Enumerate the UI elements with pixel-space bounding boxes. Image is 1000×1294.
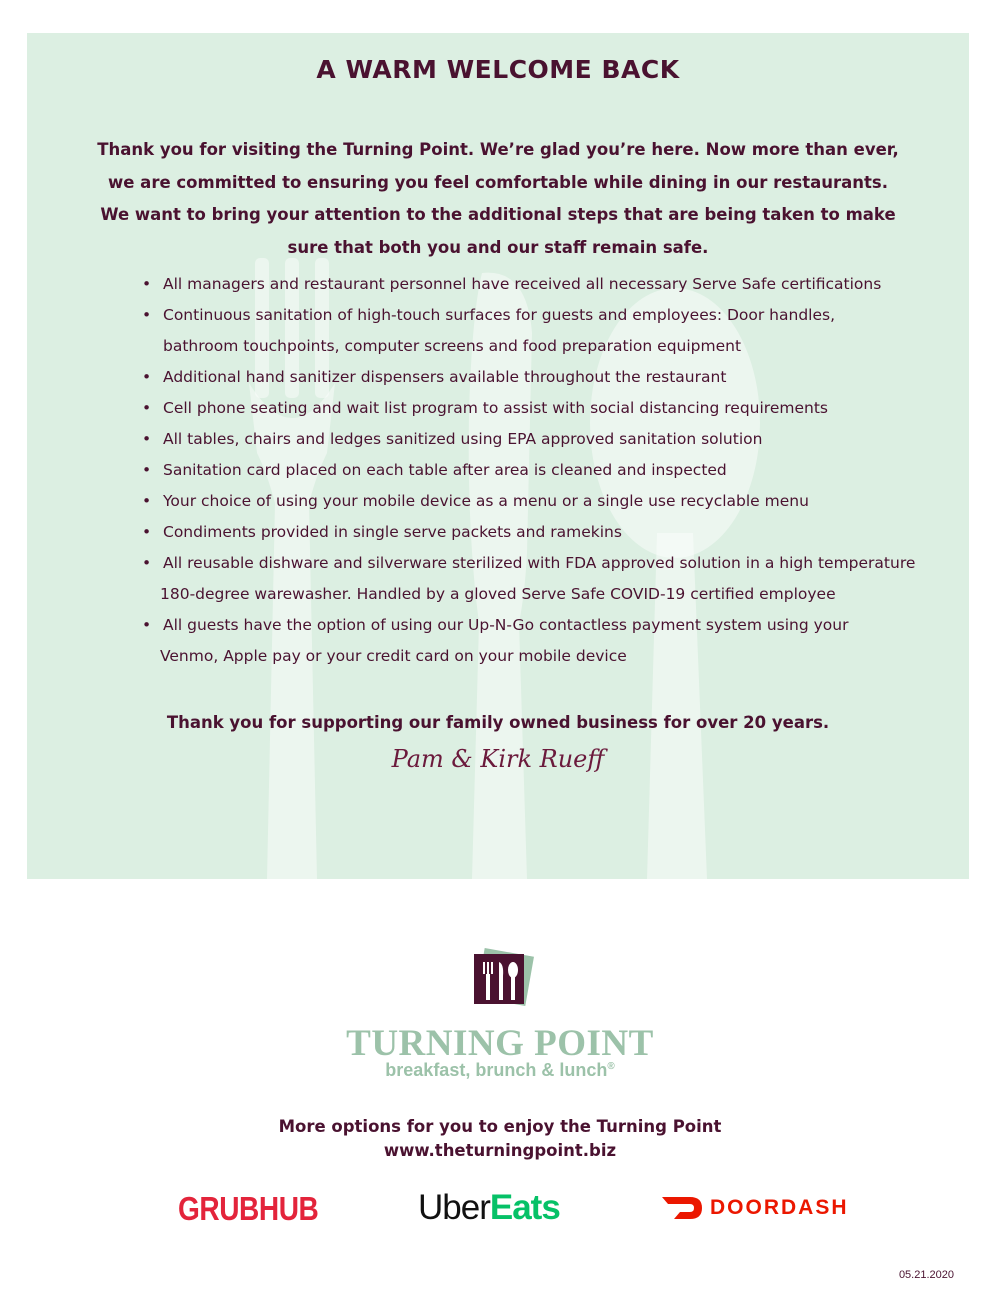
list-item: • Additional hand sanitizer dispensers available throughout the restaurant — [142, 362, 915, 393]
more-options-heading: More options for you to enjoy the Turning Point — [278, 1117, 722, 1136]
intro-paragraph — [27, 134, 969, 264]
list-item-continuation: bathroom touchpoints, computer screens and food preparation equipment — [163, 337, 742, 355]
website-link[interactable]: www.theturningpoint.biz — [383, 1141, 617, 1160]
list-item: • All managers and restaurant personnel have received all necessary Serve Safe certifications — [142, 269, 915, 300]
list-item: • All guests have the option of using our Up-N-Go contactless payment system using your — [142, 610, 915, 641]
list-item-continuation: 180-degree warewasher. Handled by a gloved Serve Safe COVID-19 certified employee — [160, 585, 836, 603]
bullet-icon: • — [142, 523, 152, 541]
bullet-icon: • — [142, 368, 152, 386]
bullet-icon: • — [142, 306, 152, 324]
welcome-panel — [27, 33, 969, 879]
list-item-continuation: Venmo, Apple pay or your credit card on your mobile device — [160, 647, 627, 665]
registered-mark: ® — [607, 1061, 615, 1072]
bullet-icon: • — [142, 275, 152, 293]
brand-tagline: breakfast, brunch & lunch® — [385, 1060, 615, 1080]
document-date: 05.21.2020 — [898, 1269, 954, 1281]
grubhub-logo[interactable]: GRUBHUB — [178, 1190, 319, 1227]
intro-line: We want to bring your attention to the additional steps that are being taken to make — [100, 205, 896, 224]
list-item: • All tables, chairs and ledges sanitized using EPA approved sanitation solution — [142, 424, 915, 455]
notice-title: A WARM WELCOME BACK — [316, 55, 680, 84]
list-item: • Cell phone seating and wait list program to assist with social distancing requirements — [142, 393, 915, 424]
list-item: • Condiments provided in single serve packets and ramekins — [142, 517, 915, 548]
owner-signature: Pam & Kirk Rueff — [391, 745, 605, 773]
intro-line: we are committed to ensuring you feel comfortable while dining in our restaurants. — [108, 172, 888, 192]
list-item: • Sanitation card placed on each table after area is cleaned and inspected — [142, 455, 915, 486]
bullet-icon: • — [142, 430, 152, 448]
list-item: • Your choice of using your mobile device as a menu or a single use recyclable menu — [142, 486, 915, 517]
safety-measures-list — [142, 269, 915, 672]
bullet-icon: • — [142, 554, 152, 572]
bullet-icon: • — [142, 616, 152, 634]
bullet-icon: • — [142, 399, 152, 417]
intro-line: sure that both you and our staff remain safe. — [287, 237, 709, 257]
doordash-wordmark: DOORDASH — [710, 1196, 849, 1219]
ubereats-logo[interactable]: UberEats — [418, 1188, 560, 1227]
bullet-icon: • — [142, 492, 152, 510]
list-item: • All reusable dishware and silverware sterilized with FDA approved solution in a high temperature — [142, 548, 915, 579]
fork-knife-spoon-icon — [466, 944, 536, 1014]
brand-name: TURNING POINT — [346, 1023, 654, 1064]
intro-line: Thank you for visiting the Turning Point. We’re glad you’re here. Now more than ever, — [97, 140, 899, 159]
list-item: • Continuous sanitation of high-touch surfaces for guests and employees: Door handles, — [142, 300, 915, 331]
thank-you-note: Thank you for supporting our family owned business for over 20 years. — [166, 713, 830, 732]
doordash-dash-icon — [660, 1195, 704, 1221]
bullet-icon: • — [142, 461, 152, 479]
